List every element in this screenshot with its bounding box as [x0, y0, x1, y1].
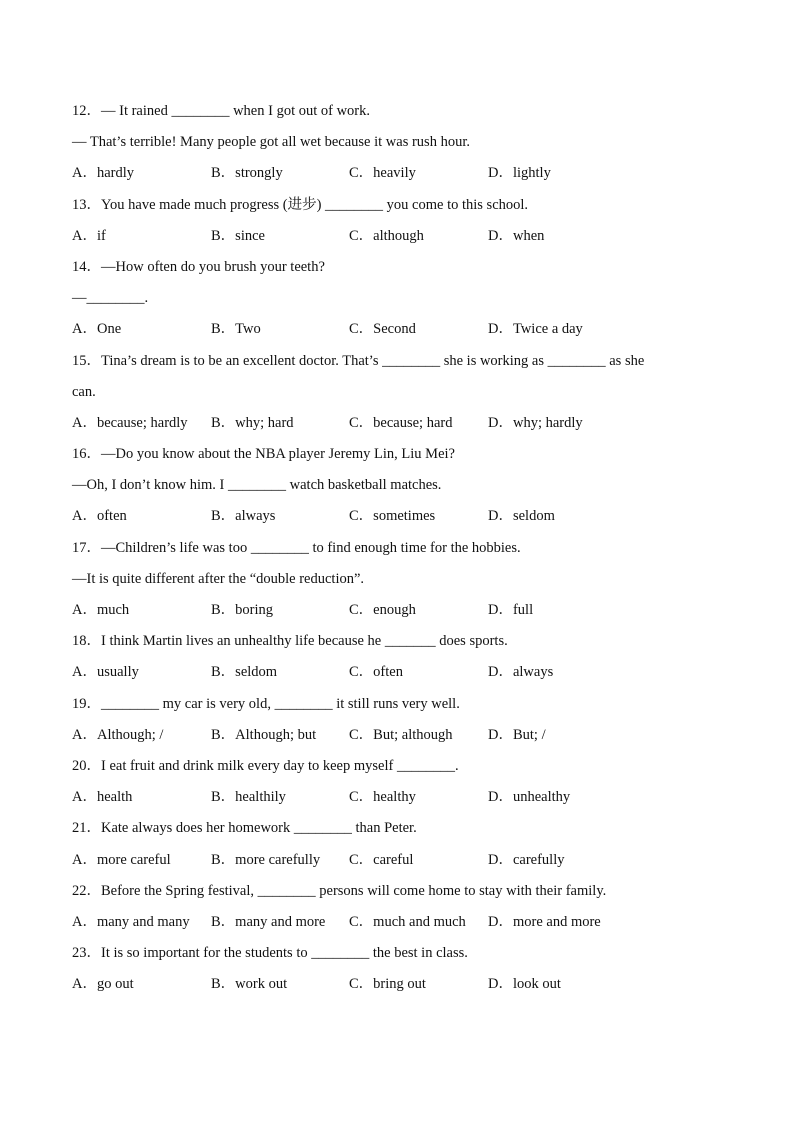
- answer-option: A．usually: [72, 664, 139, 681]
- answer-option: A．One: [72, 321, 122, 338]
- question-item: [72, 346, 722, 440]
- question-item: [72, 813, 722, 875]
- question-number: 12．: [72, 103, 101, 119]
- answer-option: B．work out: [211, 976, 288, 993]
- question-text: I eat fruit and drink milk every day to keep myself ________.: [101, 757, 459, 774]
- question-text: —How often do you brush your teeth?: [101, 258, 325, 275]
- question-stem: [72, 938, 722, 969]
- question-stem: [72, 626, 722, 657]
- question-text: can.: [72, 383, 96, 400]
- options-row: [72, 314, 722, 345]
- options-row: [72, 720, 722, 751]
- question-text: — It rained ________ when I got out of work.: [101, 103, 371, 119]
- answer-option: C．often: [349, 664, 403, 681]
- options-row: [72, 782, 722, 813]
- options-row: [72, 845, 722, 876]
- options-row: [72, 595, 722, 626]
- options-row: [72, 501, 722, 532]
- question-line: [72, 377, 722, 408]
- answer-option: C．heavily: [349, 165, 416, 182]
- options-row: [72, 221, 722, 252]
- question-text: ________ my car is very old, ________ it still runs very well.: [101, 695, 460, 712]
- question-stem: [72, 751, 722, 782]
- answer-option: D．Twice a day: [488, 321, 583, 338]
- answer-option: A．if: [72, 227, 106, 244]
- question-stem: [72, 876, 722, 907]
- question-stem: [72, 439, 722, 470]
- question-item: [72, 252, 722, 346]
- answer-option: B．healthily: [211, 789, 286, 806]
- answer-option: C．because; hard: [349, 414, 453, 431]
- options-row: [72, 657, 722, 688]
- question-item: [72, 876, 722, 938]
- question-line: [72, 564, 722, 595]
- answer-option: A．because; hardly: [72, 414, 188, 431]
- options-row: [72, 969, 722, 1000]
- question-line: [72, 283, 722, 314]
- question-line: [72, 470, 722, 501]
- answer-option: D．full: [488, 602, 534, 618]
- answer-option: B．why; hard: [211, 414, 294, 431]
- answer-option: A．hardly: [72, 165, 135, 182]
- answer-option: D．carefully: [488, 851, 565, 868]
- question-line: [72, 127, 722, 158]
- answer-option: B．since: [211, 227, 265, 244]
- question-item: [72, 626, 722, 688]
- answer-option: C．healthy: [349, 789, 416, 806]
- question-text: —Children’s life was too ________ to find enough time for the hobbies.: [101, 539, 521, 556]
- question-text: You have made much progress (进步) ________ you come to this school.: [101, 196, 529, 213]
- answer-option: D．lightly: [488, 165, 551, 182]
- answer-option: A．many and many: [72, 913, 190, 930]
- question-stem: [72, 689, 722, 720]
- question-item: [72, 96, 722, 190]
- question-text: Before the Spring festival, ________ persons will come home to stay with their family.: [101, 882, 607, 899]
- question-item: [72, 190, 722, 252]
- question-stem: [72, 190, 722, 221]
- answer-option: D．more and more: [488, 913, 601, 930]
- question-text: —Do you know about the NBA player Jeremy Lin, Liu Mei?: [101, 446, 455, 463]
- answer-option: B．always: [211, 508, 276, 525]
- answer-option: D．unhealthy: [488, 789, 571, 806]
- answer-option: A．health: [72, 789, 133, 806]
- question-text: Tina’s dream is to be an excellent doctor. That’s ________ she is working as ________ as she: [101, 352, 645, 369]
- question-number: 16．: [72, 446, 101, 463]
- question-list: [72, 96, 722, 1000]
- question-stem: [72, 252, 722, 283]
- question-stem: [72, 533, 722, 564]
- answer-option: C．sometimes: [349, 508, 436, 525]
- answer-option: D．look out: [488, 976, 561, 993]
- question-number: 23．: [72, 945, 101, 962]
- answer-option: B．Although; but: [211, 726, 317, 743]
- question-text: I think Martin lives an unhealthy life because he _______ does sports.: [101, 633, 508, 650]
- question-item: [72, 751, 722, 813]
- answer-option: B．Two: [211, 321, 261, 338]
- question-number: 20．: [72, 757, 101, 774]
- answer-option: A．often: [72, 508, 127, 525]
- answer-option: C．bring out: [349, 976, 426, 993]
- question-number: 21．: [72, 820, 101, 837]
- answer-option: A．go out: [72, 976, 134, 993]
- question-stem: [72, 813, 722, 844]
- answer-option: B．strongly: [211, 165, 283, 182]
- question-number: 18．: [72, 633, 101, 650]
- answer-option: B．more carefully: [211, 851, 321, 868]
- question-text: — That’s terrible! Many people got all wet because it was rush hour.: [72, 134, 470, 151]
- question-text: It is so important for the students to ________ the best in class.: [101, 945, 468, 962]
- answer-option: C．much and much: [349, 913, 466, 930]
- question-item: [72, 938, 722, 1000]
- answer-option: D．why; hardly: [488, 414, 583, 431]
- answer-option: B．boring: [211, 602, 274, 618]
- question-stem: [72, 346, 722, 377]
- answer-option: B．many and more: [211, 913, 326, 930]
- answer-option: D．always: [488, 664, 554, 681]
- answer-option: A．more careful: [72, 851, 171, 868]
- answer-option: B．seldom: [211, 664, 278, 681]
- question-number: 14．: [72, 258, 101, 275]
- question-item: [72, 439, 722, 533]
- question-stem: [72, 96, 722, 127]
- question-number: 22．: [72, 882, 101, 899]
- question-text: —It is quite different after the “double reduction”.: [72, 570, 365, 587]
- question-item: [72, 533, 722, 627]
- options-row: [72, 408, 722, 439]
- answer-option: C．But; although: [349, 726, 453, 743]
- answer-option: A．much: [72, 602, 130, 618]
- answer-option: D．when: [488, 227, 545, 244]
- answer-option: C．although: [349, 227, 424, 244]
- answer-option: C．enough: [349, 602, 416, 618]
- question-text: —________.: [72, 290, 149, 307]
- options-row: [72, 907, 722, 938]
- question-text: —Oh, I don’t know him. I ________ watch basketball matches.: [72, 477, 442, 494]
- answer-option: D．seldom: [488, 508, 555, 525]
- options-row: [72, 158, 722, 189]
- question-number: 17．: [72, 539, 101, 556]
- question-number: 19．: [72, 695, 101, 712]
- question-number: 13．: [72, 196, 101, 213]
- question-number: 15．: [72, 352, 101, 369]
- answer-option: A．Although; /: [72, 726, 164, 743]
- question-text: Kate always does her homework ________ than Peter.: [101, 820, 417, 837]
- answer-option: C．Second: [349, 321, 416, 338]
- answer-option: D．But; /: [488, 726, 546, 743]
- question-item: [72, 689, 722, 751]
- answer-option: C．careful: [349, 851, 414, 868]
